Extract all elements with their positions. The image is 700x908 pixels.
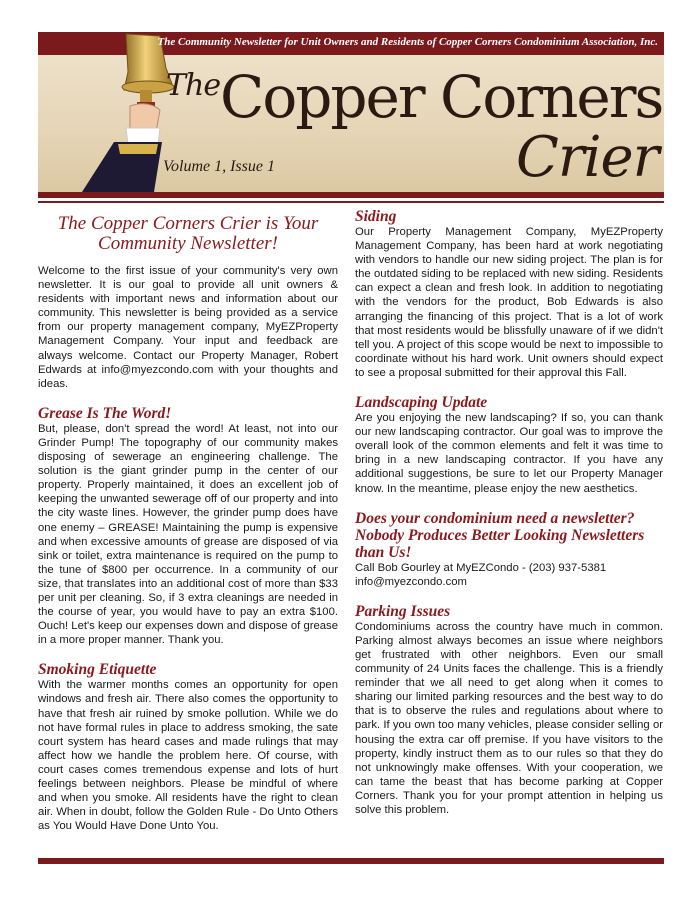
parking-heading: Parking Issues [355,602,451,620]
landscaping-heading: Landscaping Update [355,394,488,412]
grease-section [38,405,338,648]
newsletter-title-crier: Crier [516,125,659,190]
promo-email[interactable]: info@myezcondo.com [355,575,467,588]
promo-section [355,510,663,589]
promo-heading: Does your condominium need a newsletter? Nobody Produces Better Looking Newsletters than Us! [355,509,645,561]
siding-section [355,208,663,380]
parking-section [355,603,663,817]
issue-label: Volume 1, Issue 1 [163,158,275,175]
siding-heading: Siding [355,208,397,225]
top-rule-thin [38,201,664,203]
welcome-section [38,214,338,391]
top-rule [38,192,664,198]
left-column [38,208,338,843]
smoking-body: With the warmer months comes an opportunity for open windows and fresh air. There also comes the opportunity to have that fresh air ruined by smoke pollution. While we do not have formal rules in place to address smoking, the sate court system has heard cases and made rulings that may affect how we handle the problem here. Of course, with court cases comes tremendous expense and lots of hurt feelings between neighbors. Please be mindful of where and when you smoke. All residents have the right to clean air. When in doubt, follow the Golden Rule - Do Unto Others as You Would Have Done Unto You. [38,679,338,833]
masthead-tagline: The Community Newsletter for Unit Owners and Residents of Copper Corners Condominium Association, Inc. [157,36,658,48]
parking-body: Condominiums across the country have much in common. Parking almost always becomes an issue where neighbors get frustrated with other neighbors. Even our small community of 24 Units faces the challenge. This is a friendly reminder that we all need to get along when it comes to sharing our limited parking resources and the best way to do that is to observe the rules and regulations about where to park. If you own too many vehicles, please consider selling or housing the extra car off premise. If you have visitors to the property, kindly instruct them as to our rules so that they do not unknowingly make offenses. With your cooperation, we can tame the beast that has become parking at Copper Corners. Thank you for your prompt attention in helping us solve this problem. [355,620,663,816]
landscaping-body: Are you enjoying the new landscaping? If so, you can thank our new landscaping contractor. Our goal was to improve the overall look of the common elements and felt it was time to bring in a new landscaping contractor. If you have any additional suggestions, be sure to let our Property Manager know. In the meantime, please enjoy the new aesthetics. [355,412,663,495]
siding-body: Our Property Management Company, MyEZProperty Management Company, has been hard at work negotiating with vendors to handle our new siding project. The plan is for the outdated siding to be replaced with new siding. Residents can expect a clean and fresh look. In addition to negotiating with the vendors for the product, Bob Edwards is also arranging the financing of this project. That is a lot of work that most residents would be blissfully unaware of if we didn't tell you. A project of this scope would be next to impossible to coordinate without his hard work. Unit owners should expect to see a proposal submitted for their approval this Fall. [355,226,663,379]
bottom-rule [38,858,664,864]
masthead [38,32,664,192]
promo-phone: Call Bob Gourley at MyEZCondo - (203) 937-5381 [355,561,607,574]
grease-heading: Grease Is The Word! [38,404,172,422]
landscaping-section [355,394,663,496]
right-column [355,208,663,827]
smoking-section [38,661,338,833]
newsletter-title: Copper Corners [220,63,663,131]
title-the: The [166,68,221,103]
smoking-heading: Smoking Etiquette [38,661,157,679]
welcome-heading: The Copper Corners Crier is Your Community Newsletter! [57,213,319,254]
grease-body: But, please, don't spread the word! At least, not into our Grinder Pump! The topography of our community makes disposing of sewerage an engineering challenge. The solution is the giant grinder pump in the center of our property. Properly maintained, it does an excellent job of keeping the unwanted sewerage off of our property and into the city waste lines. However, the grinder pump does have one enemy – GREASE! Maintaining the pump is expensive and when excessive amounts of grease are disposed of via sink or toilet, extra maintenance is required on the pump to the tune of $800 per occurrence. In a community of our size, that translates into an additional cost of more than $33 per unit per cleaning. So, if 3 extra cleanings are needed in the course of year, you would have to pay an extra $100. Ouch! Let's keep our expenses down and dispose of grease in a more proper manner. Thank you. [38,422,338,647]
welcome-body: Welcome to the first issue of your community's very own newsletter. It is our goal to provide all unit owners & residents with important news and information about our community. This newsletter is being provided as a service from our property management company, MyEZProperty Management Company. Your input and feedback are always welcome. Contact our Property Manager, Robert Edwards at info@myezcondo.com with your thoughts and ideas. [38,265,338,390]
